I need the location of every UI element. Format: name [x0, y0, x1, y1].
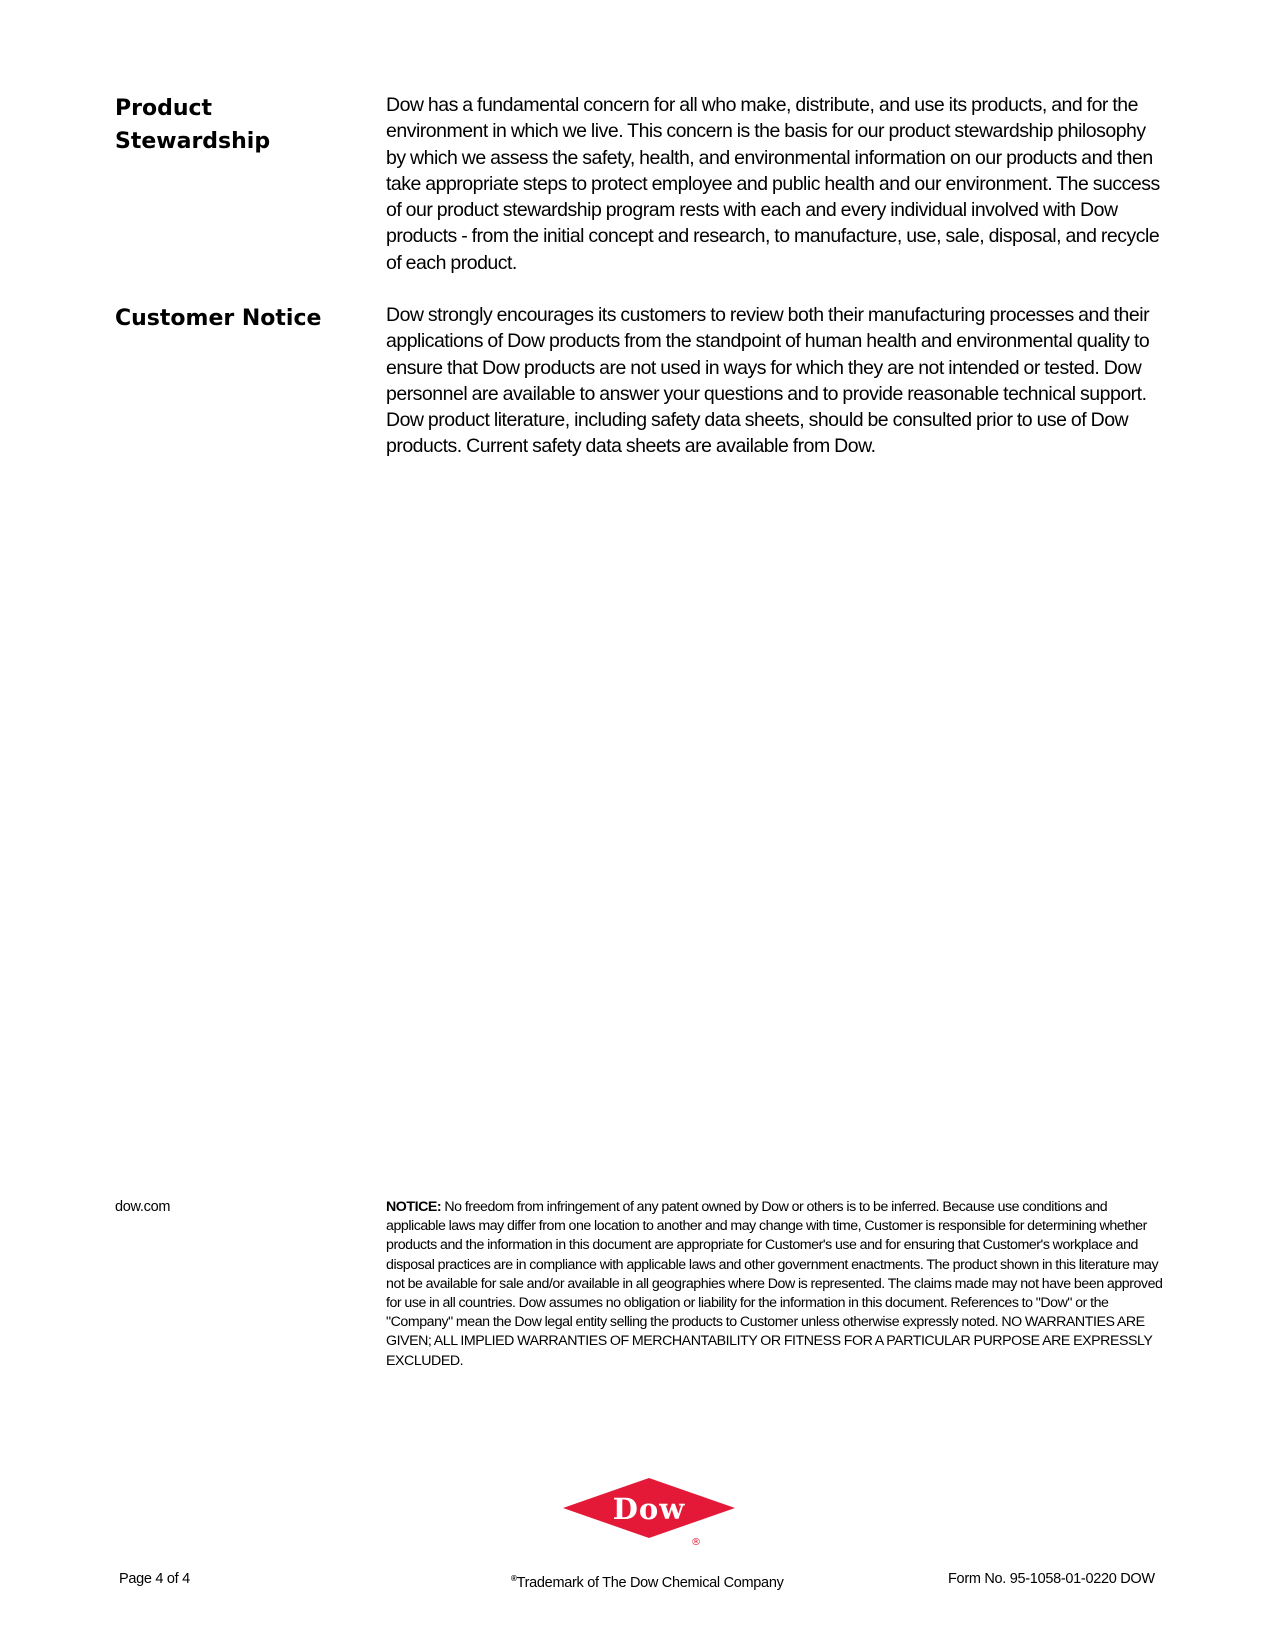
trademark-notice	[511, 1570, 784, 1592]
page-number: Page 4 of 4	[119, 1571, 190, 1587]
notice-text: No freedom from infringement of any patent owned by Dow or others is to be inferred. Because use conditions and applicable laws may differ from one location to another and may change with time, Customer is responsible for determining whether products and the information in this document are appropriate for Customer's use and for ensuring that Customer's workplace and disposal practices are in compliance with applicable laws and other government enactments. The product shown in this literature may not be available for sale and/or available in all geographies where Dow is represented. The claims made may not have been approved for use in all countries. Dow assumes no obligation or liability for the information in this document. References to "Dow" or the "Company" mean the Dow legal entity selling the products to Customer unless otherwise expressly noted. NO WARRANTIES ARE GIVEN; ALL IMPLIED WARRANTIES OF MERCHANTABILITY OR FITNESS FOR A PARTICULAR PURPOSE ARE EXPRESSLY EXCLUDED.	[386, 1199, 1163, 1369]
customer-notice-text: Dow strongly encourages its customers to review both their manufacturing processes and their applications of Dow products from the standpoint of human health and environmental quality to ensure that Dow products are not used in ways for which they are not intended or tested. Dow personnel are available to answer your questions and to provide reasonable technical support. Dow product literature, including safety data sheets, should be consulted prior to use of Dow products. Current safety data sheets are available from Dow.	[386, 304, 1150, 458]
website-link[interactable]: dow.com	[115, 1199, 171, 1215]
notice-label: NOTICE:	[386, 1199, 442, 1215]
form-number: Form No. 95-1058-01-0220 DOW	[948, 1571, 1155, 1587]
product-stewardship-heading: Product Stewardship	[115, 96, 271, 154]
legal-notice	[386, 1198, 1166, 1371]
trademark-symbol: ®	[511, 1574, 517, 1583]
product-stewardship-text: Dow has a fundamental concern for all who make, distribute, and use its products, and for the environment in which we live. This concern is the basis for our product stewardship philosophy by which we assess the safety, health, and environmental information on our products and then take appropriate steps to protect employee and public health and our environment. The success of our product stewardship program rests with each and every individual involved with Dow products - from the initial concept and research, to manufacture, use, sale, disposal, and recycle of each product.	[386, 94, 1160, 274]
dow-logo-wordmark: Dow	[612, 1492, 686, 1526]
trademark-text: Trademark of The Dow Chemical Company	[516, 1575, 784, 1591]
dow-logo	[563, 1478, 735, 1546]
registered-mark: ®	[691, 1537, 701, 1546]
customer-notice-heading: Customer Notice	[115, 306, 322, 331]
